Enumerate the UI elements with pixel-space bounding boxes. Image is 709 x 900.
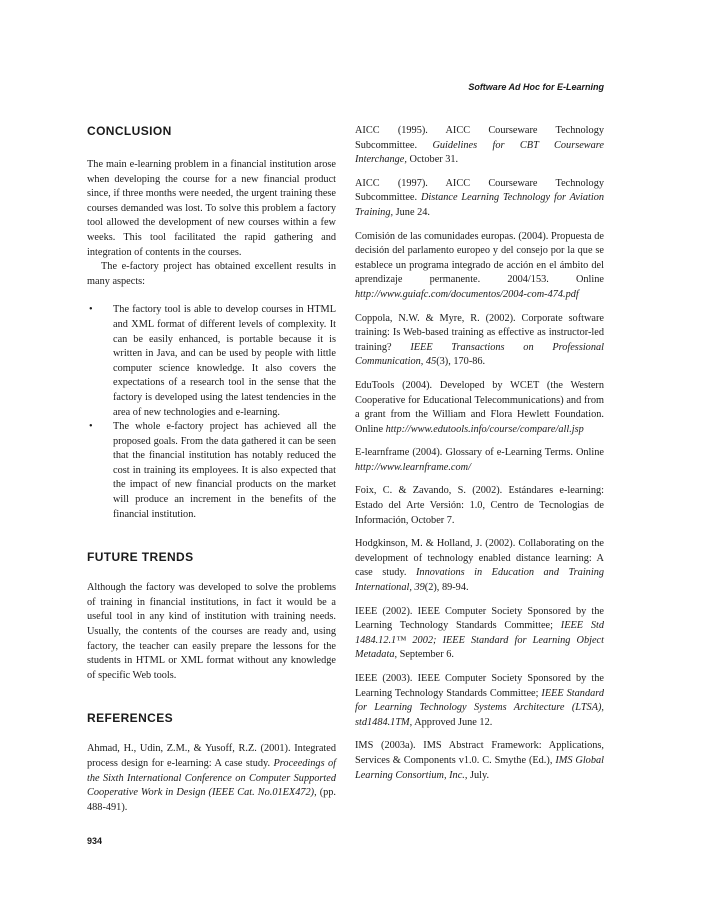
bullet-item <box>87 420 336 522</box>
reference-italic-text: IEEE Std 1484.12.1™ 2002; IEEE Standard for Learning Object Metadata <box>355 620 605 661</box>
reference-text: October 31. <box>406 154 459 166</box>
reference-text: Hodgkinson, M. & Holland, J. (2002). Collaborating on the development of technology enabled distance learning: A case study. <box>355 538 604 579</box>
reference-text: (3), 170-86. <box>436 356 486 368</box>
reference-text: (2), 89-94. <box>424 582 469 594</box>
reference-text: , July. <box>464 769 490 781</box>
conclusion-paragraph-2: The e-factory project has obtained excellent results in many aspects: <box>87 261 336 287</box>
bullet-item <box>87 303 336 420</box>
reference-text: , (pp. 488-491). <box>87 787 337 813</box>
reference-italic-text: IEEE Transactions on Professional Communication, 45 <box>355 341 604 368</box>
reference-entry <box>355 446 604 475</box>
references-left-list <box>87 742 336 815</box>
reference-text: Comisión de las comunidades europas. (2004). Propuesta de decisión del parlamento europeo y del consejo por la que se establece un programa integrado de acción en el ámbito del aprendizaje permanente. 2004/153. Online <box>355 230 604 286</box>
reference-text: IEEE (2003). IEEE Computer Society Sponsored by the Learning Technology Standards Committee; <box>355 673 604 699</box>
reference-entry <box>355 484 604 528</box>
reference-text: Approved June 12. <box>412 716 493 728</box>
reference-text: June 24. <box>393 206 430 218</box>
future-trends-heading: FUTURE TRENDS <box>87 550 194 565</box>
left-column <box>87 124 336 824</box>
reference-entry <box>355 379 604 437</box>
reference-entry <box>355 230 604 303</box>
reference-italic-text: IEEE Standard for Learning Technology Systems Architecture (LTSA), std1484.1TM, <box>355 687 605 728</box>
reference-text: AICC (1995). AICC Courseware Technology Subcommittee. <box>355 125 604 151</box>
reference-text: AICC (1997). AICC Courseware Technology Subcommittee. <box>355 177 604 204</box>
running-header: Software Ad Hoc for E-Learning <box>468 82 604 92</box>
reference-entry <box>355 537 604 595</box>
reference-text: Foix, C. & Zavando, S. (2002). Estándares e-learning: Estado del Arte Versión: 1.0, Centro de Tecnologias de Información, October 7. <box>355 485 604 526</box>
reference-italic-text: Proceedings of the Sixth International Conference on Computer Supported Cooperative Work in Design (IEEE Cat. No.01EX472) <box>87 758 337 799</box>
bullet-text: The whole e-factory project has achieved all the proposed goals. From the data gathered it can be seen that the financial institution has notably reduced the cost in training its employees. It is also expected that the impact of new financial products on the market will produce an increment in the benefits of the financial institution. <box>113 421 336 520</box>
bullet-text: The factory tool is able to develop courses in HTML and XML format of different levels of complexity. It can be easily enhanced, is portable because it is written in Java, and can be used by people with little computer science knowledge. It also covers the expectations of a research tool in the sense that the factory is developed using the latest tendencies in the area of new technologies and e-learning. <box>113 304 336 418</box>
reference-entry <box>87 742 336 815</box>
conclusion-paragraph: The main e-learning problem in a financial institution arose when developing the course for a new financial product since, if three months were needed, the urgent training these courses demanded was lost. To solve this problem a factory tool allowed the development of new courses within a few weeks. This tool facilitated the rapid gathering and integration of contents in the courses. <box>87 159 336 258</box>
reference-entry <box>355 177 604 221</box>
future-trends-paragraph: Although the factory was developed to solve the problems of training in financial institutions, in fact it would be a useful tool in any kind of institution with training needs. Usually, the contents of the courses are ready and, using factory, the teacher can easily prepare the lessons for the students in HTML or XML format without any knowledge of specific Web tools. <box>87 582 336 681</box>
reference-italic-text: http://www.edutools.info/course/compare/all.jsp <box>385 423 584 435</box>
reference-text: EduTools (2004). Developed by WCET (the Western Cooperative for Educational Telecommunications) and from a grant from the William and Flora Hewlett Foundation. Online <box>355 379 604 435</box>
reference-italic-text: Innovations in Education and Training International, 39 <box>355 567 604 594</box>
reference-entry <box>355 312 604 370</box>
references-right-list <box>355 124 604 792</box>
references-heading: REFERENCES <box>87 711 174 726</box>
reference-entry <box>355 739 604 783</box>
reference-italic-text: Distance Learning Technology for Aviation Training, <box>355 192 605 218</box>
reference-italic-text: http://www.learnframe.com/ <box>355 461 471 473</box>
reference-text: E-learnframe (2004). Glossary of e-Learning Terms. Online <box>355 447 604 459</box>
conclusion-bullet-list <box>87 303 336 522</box>
reference-italic-text: Guidelines for CBT Courseware Interchange, <box>355 139 604 166</box>
reference-italic-text: http://www.guiafc.com/documentos/2004-com-474.pdf <box>355 288 579 300</box>
reference-text: IMS (2003a). IMS Abstract Framework: Applications, Services & Components v1.0. C. Smythe (Ed.), <box>355 740 604 766</box>
reference-entry <box>355 672 604 730</box>
bullet-icon: • <box>89 421 93 433</box>
reference-entry <box>355 605 604 663</box>
reference-text: , September 6. <box>394 649 454 661</box>
conclusion-heading: CONCLUSION <box>87 124 172 138</box>
reference-italic-text: IMS Global Learning Consortium, Inc. <box>355 754 604 781</box>
bullet-icon: • <box>89 304 93 316</box>
page-number: 934 <box>87 836 103 846</box>
reference-text: IEEE (2002). IEEE Computer Society Sponsored by the Learning Technology Standards Committee; <box>355 605 604 632</box>
reference-entry <box>355 124 604 168</box>
reference-text: Coppola, N.W. & Myre, R. (2002). Corporate software training: Is Web-based training as effective as instructor-led training? <box>355 312 604 353</box>
reference-text: Ahmad, H., Udin, Z.M., & Yusoff, R.Z. (2001). Integrated process design for e-learning: A case study. <box>87 743 336 769</box>
